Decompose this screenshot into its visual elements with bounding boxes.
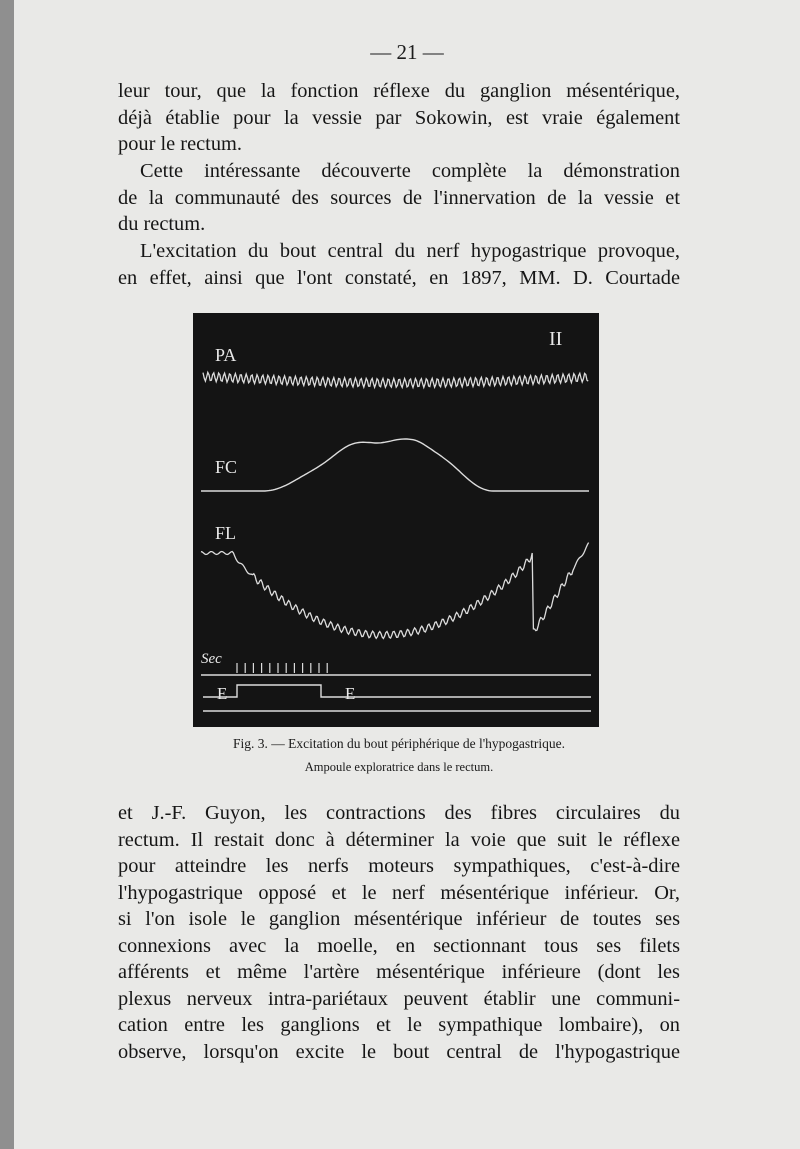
text-line: plexus nerveux intra-pariétaux peuvent établir une communi- — [118, 987, 680, 1010]
trace-pa — [203, 372, 588, 387]
text-line: cation entre les ganglions et le sympathique lombaire), on — [118, 1014, 680, 1036]
label-e-left: E — [217, 684, 228, 703]
label-e-right: E — [345, 684, 356, 703]
figure-caption: Fig. 3. — Excitation du bout périphérique de l'hypogastrique. — [233, 736, 565, 751]
label-fc: FC — [215, 457, 238, 477]
text-line: pour atteindre les nerfs moteurs sympathiques, c'est-à-dire — [118, 855, 680, 877]
label-pa: PA — [215, 345, 237, 365]
paragraph — [118, 800, 680, 1065]
paragraph — [118, 78, 680, 158]
text-line: connexions avec la moelle, en sectionnant tous ses filets — [118, 934, 680, 957]
kymograph-figure — [193, 313, 599, 727]
book-page — [14, 0, 800, 1149]
paragraph — [118, 158, 680, 238]
time-marker-ticks — [237, 663, 327, 673]
text-line: rectum. Il restait donc à déterminer la voie que suit le réflexe — [118, 828, 680, 851]
page-number: — 21 — — [370, 40, 444, 64]
label-fl: FL — [215, 523, 237, 543]
paragraph — [118, 238, 680, 291]
text-line: l'hypogastrique opposé et le nerf mésentérique inférieur. Or, — [118, 881, 680, 904]
text-line: si l'on isole le ganglion mésentérique inférieur de toutes ses — [118, 908, 680, 930]
trace-fc — [201, 439, 589, 491]
text-line: Cette intéressante découverte complète la démonstration — [140, 160, 680, 182]
stimulus-signal — [203, 685, 591, 697]
text-line: du rectum. — [118, 213, 206, 235]
text-line: afférents et même l'artère mésentérique inférieure (dont les — [118, 961, 680, 983]
figure-caption-sub: Ampoule exploratrice dans le rectum. — [304, 760, 494, 774]
text-line: pour le rectum. — [118, 133, 242, 155]
text-line: leur tour, que la fonction réflexe du ganglion mésentérique, — [118, 80, 680, 102]
panel-label: II — [549, 328, 563, 350]
text-line: en effet, ainsi que l'ont constaté, en 1897, MM. D. Courtade — [118, 266, 680, 289]
text-line: observe, lorsqu'on excite le bout central de l'hypogastrique — [118, 1040, 680, 1063]
text-line: déjà établie pour la vessie par Sokowin, est vraie également — [118, 106, 680, 129]
text-line: et J.-F. Guyon, les contractions des fibres circulaires du — [118, 802, 680, 824]
label-sec: Sec — [201, 651, 222, 667]
trace-fl — [201, 543, 589, 639]
kymograph-traces — [193, 313, 599, 727]
text-line: de la communauté des sources de l'innervation de la vessie et — [118, 186, 680, 209]
text-line: L'excitation du bout central du nerf hypogastrique provoque, — [140, 240, 680, 262]
